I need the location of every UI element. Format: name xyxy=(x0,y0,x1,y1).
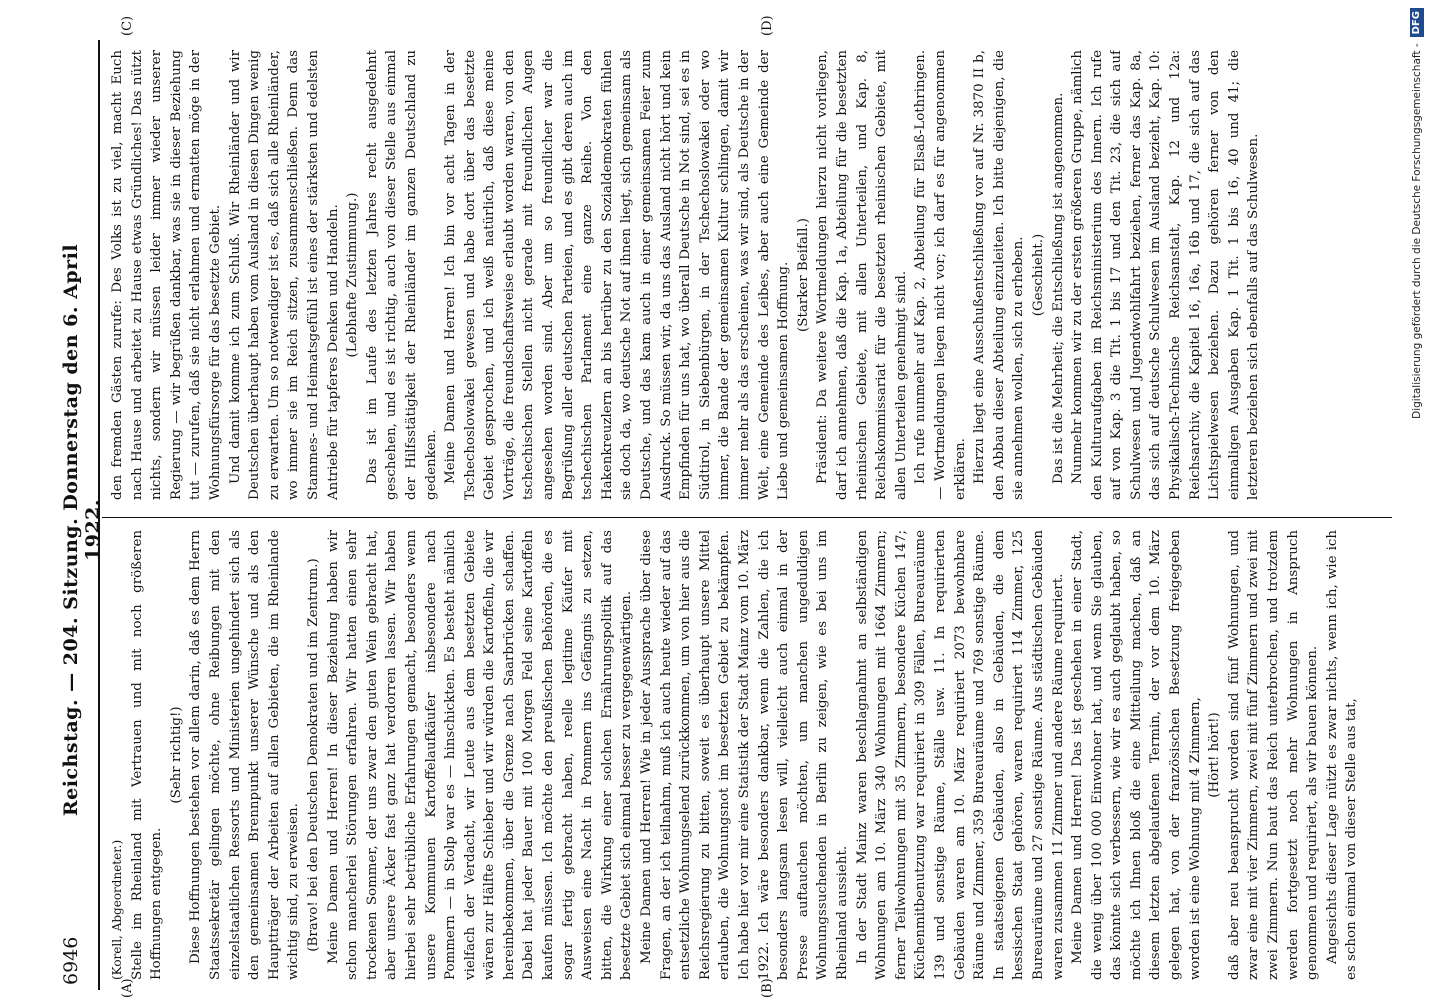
paragraph: Meine Damen und Herren! Das ist geschehen in einer Stadt, die wenig über 100 000 Einwohner hat, und wenn Sie glauben, das könnte sich verbessern, wie wir es auch geglaubt haben, so möchte ich Ihnen bloß die eine Mitteilung machen, daß an diesem letzten abgelaufenen Termin, der vor dem 10. März gelegen hat, von der französischen Besetzung freigegeben worden ist eine Wohnung mit 4 Zimmern, xyxy=(1070,530,1203,980)
margin-marker-b: (B) xyxy=(760,978,775,998)
paragraph: Und damit komme ich zum Schluß. Wir Rheinländer und wir Deutschen überhaupt haben vom Ausland in diesen Dingen wenig zu erwarten. Um so notwendiger ist es, daß sich alle Rheinländer, wo immer sie im Reich sitzen, zusammenschließen. Denn das Stammes- und Heimatsgefühl ist eines der stärksten und edelsten Antriebe für tapferes Denken und Handeln. xyxy=(227,50,341,500)
paragraph: Ich rufe nunmehr auf Kap. 2, Abteilung für Elsaß-Lothringen. — Wortmeldungen liegen nicht vor; ich darf es für angenommen erklären. xyxy=(913,50,968,500)
page-number: 6946 xyxy=(60,936,82,985)
margin-marker-d: (D) xyxy=(760,15,775,36)
paragraph: In der Stadt Mainz waren beschlagnahmt an selbständigen Wohnungen am 10. März 340 Wohnungen mit 1664 Zimmern; ferner Teilwohnungen mit 35 Zimmern, besondere Küchen 147; Küchenmitbenutzung war requiriert in 309 Fällen, Bureauräume 139 und sonstige Räume, Ställe usw. 11. In requirierten Gebäuden waren am 10. März requiriert 2073 bewohnbare Räume und Zimmer, 359 Bureauräume und 769 sonstige Räume. In staatseigenen Gebäuden, also in Gebäuden, die dem hessischen Staat gehören, waren requiriert 114 Zimmer, 125 Bureauräume und 27 sonstige Räume. Aus städtischen Gebäuden waren zusammen 11 Zimmer und andere Räume requiriert. xyxy=(854,530,1066,980)
margin-marker-c: (C) xyxy=(120,15,135,36)
right-column xyxy=(108,50,1388,500)
interjection: (Sehr richtig!) xyxy=(168,706,184,804)
column-divider xyxy=(102,517,1392,518)
paragraph: Diese Hoffnungen bestehen vor allem darin, daß es dem Herrn Staatssekretär gelingen möchte, ohne Reibungen mit den einzelstaatlichen Ressorts und Ministerien ungehindert sich als den gemeinsamen Brennpunkt unserer Wünsche und als den Hauptträger der Arbeiten auf allen Gebieten, die im Rheinlande wichtig sind, zu erweisen. xyxy=(188,530,302,980)
rotated-page xyxy=(40,0,1400,1000)
dfg-logo: DFG xyxy=(1410,8,1424,37)
left-column xyxy=(108,530,1388,980)
paragraph: daß aber neu beansprucht worden sind fünf Wohnungen, und zwar eine mit vier Zimmern, zwei mit fünf Zimmern und zwei mit zwei Zimmern. Nun baut das Reich unterbrochen, und trotzdem werden fortgesetzt noch mehr Wohnungen in Anspruch genommen und requiriert, als wir bauen können. xyxy=(1226,530,1321,980)
interjection: (Lebhafte Zustimmung.) xyxy=(345,192,361,358)
paragraph: Meine Damen und Herren! Ich bin vor acht Tagen in der Tschechoslowakei gewesen und habe dort über das besetzte Gebiet gesprochen, und ich weiß natürlich, daß diese meine Vorträge, die freundschaftsweise erlaubt worden waren, von den tschechischen Stellen nicht gerade mit freundlichen Augen angesehen worden sind. Aber um so freundlicher war die Begrüßung aller deutschen Parteien, und es gibt deren auch im tschechischen Parlament eine ganze Reihe. Von den Hakenkreuzlern an bis herüber zu den Sozialdemokraten fühlen sie doch da, wo deutsche Not auf ihnen liegt, sich gemeinsam als Deutsche, und das kam auch in einer gemeinsamen Feier zum Ausdruck. So müssen wir, da uns das Ausland nicht hört und kein Empfinden für uns hat, wo überall Deutsche in Not sind, sei es in Südtirol, in Siebenbürgen, in der Tschechoslowakei oder wo immer, die Bande der gemeinsamen Kultur schlingen, damit wir immer mehr als das erscheinen, was wir sind, als Deutsche in der Welt, eine Gemeinde des Leibes, aber auch eine Gemeinde der Liebe und gemeinsamen Hoffnung. xyxy=(443,50,792,500)
margin-marker-a: (A) xyxy=(120,978,135,998)
interjection: (Geschieht.) xyxy=(1030,233,1046,317)
paragraph: Das ist im Laufe des letzten Jahres recht ausgedehnt geschehen, und es ist richtig, auch von dieser Stelle aus einmal der Hilfsstätigkeit der Rheinländer im ganzen Deutschland zu gedenken. xyxy=(364,50,439,500)
header-rule xyxy=(98,40,100,990)
interjection: (Starker Beifall.) xyxy=(795,218,811,332)
interjection: (Bravo! bei den Deutschen Demokraten und im Zentrum.) xyxy=(305,558,321,952)
paragraph: Meine Damen und Herren! Wie in jeder Aussprache über diese Fragen, an der ich teilnahm, muß ich auch heute wieder auf das entsetzliche Wohnungselend zurückkommen, um von hier aus die Reichsregierung zu bitten, soweit es überhaupt unsere Mittel erlauben, die Wohnungsnot im besetzten Gebiet zu bekämpfen. Ich habe hier vor mir eine Statistik der Stadt Mainz vom 10. März 1922. Ich wäre besonders dankbar, wenn die Zahlen, die ich besonders langsam lesen will, vielleicht auch einmal in der Presse auftauchen möchten, um manchen ungeduldigen Wohnungssuchenden in Berlin zu zeigen, wie es bei uns im Rheinland aussieht. xyxy=(639,530,850,980)
paragraph: Hierzu liegt eine Ausschußentschließung vor auf Nr. 3870 II b, den Abbau dieser Abteilung einzuleiten. Ich bitte diejenigen, die sie annehmen wollen, sich zu erheben. xyxy=(972,50,1027,500)
stamp-text: Digitalisierung gefördert durch die Deutsche Forschungsgemeinschaft - xyxy=(1411,43,1423,419)
paragraph: Nunmehr kommen wir zu der ersten größeren Gruppe, nämlich den Kulturaufgaben im Reichsministerium des Innern. Ich rufe auf von Kap. 3 die Tit. 1 bis 17 und den Tit. 23, die sich auf Schulwesen und Jugendwohlfahrt beziehen, ferner das Kap. 8a, das sich auf deutsche Schulwesen im Ausland bezieht, Kap. 10: Physikalisch-Technische Reichsanstalt, Kap. 12 und 12a: Reichsarchiv, die Kapitel 16, 16a, 16b und 17, die sich auf das Lichtspielwesen beziehen. Dazu gehören ferner von den einmaligen Ausgaben Kap. 1 Tit. 1 bis 16, 40 und 41; die letzteren beziehen sich ebenfalls auf das Schulwesen. xyxy=(1070,50,1262,500)
paragraph: Meine Damen und Herren! In dieser Beziehung haben wir schon mancherlei Störungen erfahren. Wir hatten einen sehr trockenen Sommer, der uns zwar den guten Wein gebracht hat, aber unsere Äcker fast ganz hat verdorren lassen. Wir haben hierbei sehr betrübliche Erfahrungen gemacht, besonders wenn unsere Kommunen Kartoffelaufkäufer insbesondere nach Pommern — in Stolp war es — hinschickten. Es besteht nämlich vielfach der Verdacht, wir Leute aus dem besetzten Gebiete wären zur Hälfte Schieber und wir würden die Kartoffeln, die wir hereinbekommen, über die Grenze nach Saarbrücken schaffen. Dabei hat jeder Bauer mit 100 Morgen Feld seine Kartoffeln kaufen müssen. Ich möchte den preußischen Behörden, die es sogar fertig gebracht haben, reelle legitime Käufer mit Ausweisen eine Nacht in Pommern ins Gefängnis zu setzen, bitten, die Wirkung einer solchen Ernährungspolitik auf das besetzte Gebiet sich einmal besser zu vergegenwärtigen. xyxy=(325,530,635,980)
paragraph: den fremden Gästen zurufe: Des Volks ist zu viel, macht Euch nach Hause und arbeitet zu Hause etwas Gründliches! Das nützt nichts, sondern wir müssen leider immer wieder unserer Regierung — wir begrüßen dankbar, was sie in dieser Beziehung tut — zurufen, daß sie nicht erlahmen und ermatten möge in der Wohnungsfürsorge für das besetzte Gebiet. xyxy=(110,50,223,500)
paragraph: Stelle im Rheinland mit Vertrauen und mit noch größeren Hoffnungen entgegen. xyxy=(129,530,165,980)
digitization-stamp xyxy=(1402,0,1432,1000)
interjection: (Hört! hört!) xyxy=(1207,712,1223,798)
speaker-note: (Korell, Abgeordneter.) xyxy=(110,839,124,980)
paragraph: Das ist die Mehrheit; die Entschließung ist angenommen. xyxy=(1050,92,1066,484)
page-title: Reichstag. — 204. Sitzung. Donnerstag den 6. April 1922. xyxy=(60,243,104,817)
page-header xyxy=(60,40,104,1000)
paragraph: Angesichts dieser Lage nützt es zwar nichts, wenn ich, wie ich es schon einmal von dieser Stelle aus tat, xyxy=(1324,530,1360,980)
paragraph: Präsident: Da weitere Wortmeldungen hierzu nicht vorliegen, darf ich annehmen, daß die Kap. 1a, Abteilung für die besetzten rheinischen Gebiete, mit allen Unterteilen, und Kap. 8, Reichskommissariat für die besetzten rheinischen Gebiete, mit allen Unterteilen genehmigt sind. xyxy=(815,50,909,500)
